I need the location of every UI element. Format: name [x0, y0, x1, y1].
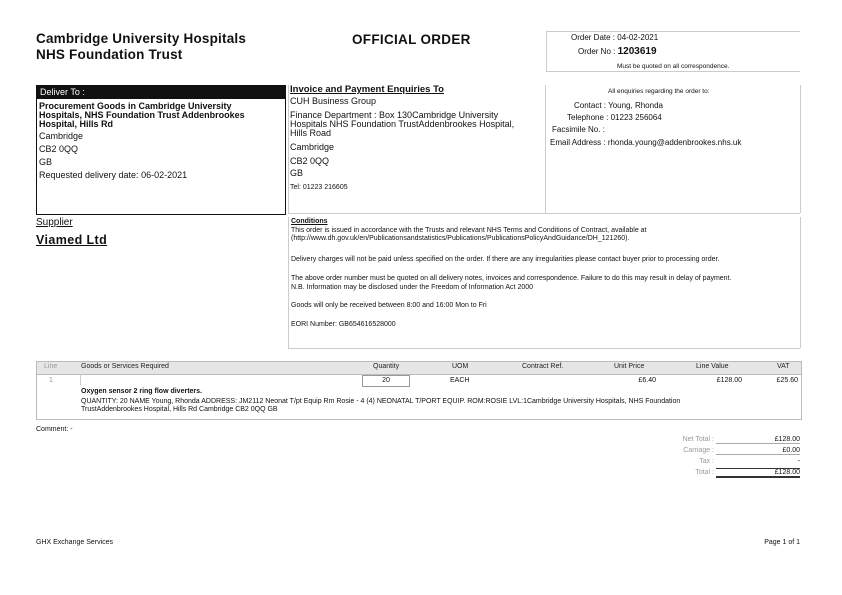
- th-vat: VAT: [777, 363, 790, 370]
- carriage-label: Carriage :: [683, 447, 714, 454]
- enquiry-email: [550, 138, 741, 147]
- order-number-value: 1203619: [617, 46, 657, 57]
- footer-left: GHX Exchange Services: [36, 539, 114, 546]
- td-vat: £25.60: [776, 377, 798, 384]
- th-goods: Goods or Services Required: [81, 363, 169, 370]
- order-number-label: Order No :: [578, 47, 616, 56]
- conditions-p5: EORI Number: GB654616528000: [291, 320, 396, 328]
- th-contract-ref: Contract Ref.: [522, 363, 564, 370]
- td-description: Oxygen sensor 2 ring flow diverters.: [81, 388, 202, 395]
- td-line-value: £128.00: [716, 377, 742, 384]
- deliver-to-heading: Deliver To :: [37, 86, 285, 99]
- enquiry-contact: [574, 101, 663, 110]
- supplier-heading: Supplier: [36, 217, 73, 228]
- enquiry-telephone: [567, 113, 662, 122]
- order-date-value: 04-02-2021: [617, 33, 659, 42]
- td-line: 1: [49, 377, 53, 384]
- email-value[interactable]: rhonda.young@addenbrookes.nhs.uk: [607, 138, 742, 147]
- td-quantity: 20: [362, 375, 410, 387]
- td-detail: [81, 398, 796, 414]
- enquiries-heading: All enquiries regarding the order to:: [608, 88, 710, 95]
- deliver-address: [37, 99, 285, 180]
- invoice-line-3: Hospitals NHS Foundation TrustAddenbrookes Hospital,: [290, 119, 515, 129]
- tax-value: -: [797, 458, 800, 465]
- contact-value: Young, Rhonda: [608, 101, 663, 110]
- invoice-line-1: CUH Business Group: [290, 96, 377, 106]
- carriage-value: £0.00: [716, 447, 800, 455]
- contact-label: Contact :: [574, 101, 607, 110]
- th-line-value: Line Value: [696, 363, 729, 370]
- td-unit-price: £6.40: [638, 377, 656, 384]
- order-date-label: Order Date :: [571, 33, 616, 42]
- enquiry-fax: [552, 125, 605, 134]
- net-total-label: Net Total :: [682, 436, 714, 443]
- conditions-p4: Goods will only be received between 8:00 and 16:00 Mon to Fri: [291, 302, 487, 309]
- th-uom: UOM: [452, 363, 469, 370]
- conditions-p3b: N.B. Information may be disclosed under the Freedom of Information Act 2000: [291, 283, 534, 291]
- conditions-heading: Conditions: [291, 218, 328, 225]
- order-number: [578, 46, 657, 57]
- deliver-line-5: CB2 0QQ: [39, 144, 79, 154]
- tax-label: Tax :: [699, 458, 714, 465]
- organisation-name: [36, 31, 246, 63]
- th-unit-price: Unit Price: [614, 363, 645, 370]
- net-total-value: £128.00: [716, 436, 800, 444]
- page-number: Page 1 of 1: [764, 539, 800, 546]
- comment: Comment: -: [36, 426, 73, 433]
- invoice-line-4: Hills Road: [290, 128, 332, 138]
- th-quantity: Quantity: [373, 363, 400, 370]
- deliver-date: Requested delivery date: 06-02-2021: [39, 170, 188, 180]
- org-line-2: NHS Foundation Trust: [36, 47, 183, 62]
- conditions-p2: Delivery charges will not be paid unless specified on the order. If there are any irregularities please contact buyer prior to processing order.: [291, 255, 720, 263]
- invoice-line-7: GB: [290, 168, 304, 178]
- order-date: [571, 33, 658, 42]
- conditions-p3a: The above order number must be quoted on all delivery notes, invoices and correspondence. Failure to do this may result in delay of payment.: [291, 275, 732, 282]
- th-line: Line: [44, 363, 58, 370]
- td-detail-line-2: TrustAddenbrookes Hospital, Hills Rd Cambridge CB2 0QQ GB: [81, 406, 278, 413]
- deliver-line-4: Cambridge: [39, 131, 84, 141]
- invoice-heading: Invoice and Payment Enquiries To: [290, 84, 444, 95]
- supplier-name: Viamed Ltd: [36, 233, 108, 247]
- invoice-line-6: CB2 0QQ: [290, 156, 330, 166]
- td-uom: EACH: [450, 377, 470, 384]
- conditions-p1a: This order is issued in accordance with the Trusts and relevant NHS Terms and Conditions of Contract, available at: [291, 226, 647, 234]
- total-label: Total :: [695, 469, 714, 476]
- td-detail-line-1: QUANTITY: 20 NAME Young, Rhonda ADDRESS: JM2112 Neonat T/pt Equip Rm Rosie - 4 (4) NEONATAL T/PORT EQUIP. ROM:ROSIE LVL:1Cambridge University Hospitals, NHS Foundation: [81, 398, 681, 405]
- invoice-line-5: Cambridge: [290, 142, 335, 152]
- deliver-line-2: Hospitals, NHS Foundation Trust Addenbrookes: [39, 110, 245, 120]
- deliver-to-box: [36, 85, 286, 215]
- telephone-label: Telephone :: [567, 113, 609, 122]
- invoice-block: [290, 85, 544, 192]
- quote-note: Must be quoted on all correspondence.: [617, 63, 730, 70]
- invoice-line-2: Finance Department : Box 130Cambridge University: [290, 110, 499, 120]
- telephone-value: 01223 256064: [610, 113, 662, 122]
- document-title: OFFICIAL ORDER: [352, 32, 471, 47]
- invoice-tel: Tel: 01223 216605: [290, 184, 348, 191]
- deliver-line-6: GB: [39, 157, 53, 167]
- deliver-line-1: Procurement Goods in Cambridge University: [39, 101, 232, 111]
- conditions-p1b[interactable]: (http://www.dh.gov.uk/en/Publicationsandstatistics/Publications/PublicationsPolicyAndGuidance/DH_121260).: [291, 235, 630, 242]
- total-value: £128.00: [716, 468, 800, 478]
- org-line-1: Cambridge University Hospitals: [36, 31, 247, 46]
- fax-label: Facsimile No. :: [552, 125, 605, 134]
- conditions-block: [291, 218, 799, 329]
- deliver-line-3: Hospital, Hills Rd: [39, 119, 114, 129]
- email-label: Email Address :: [550, 138, 606, 147]
